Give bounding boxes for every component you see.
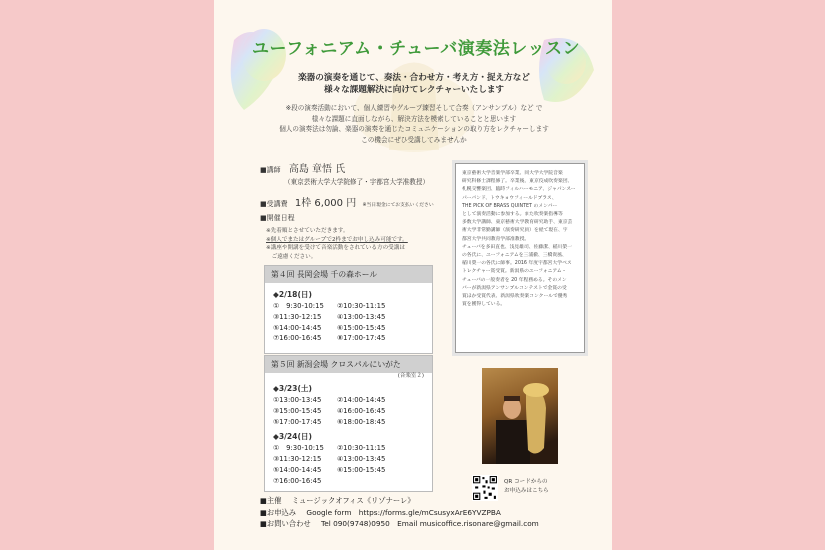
application-row bbox=[260, 507, 605, 519]
time-slot: ④13:00-13:45 bbox=[337, 455, 386, 464]
bio-line: 研究科修士課程修了。卒業後、東京佼成吹奏楽団、 bbox=[462, 179, 573, 185]
lecturer-affiliation: （東京芸術大学大学院修了・宇都宮大学准教授） bbox=[284, 178, 430, 186]
session-date: ◆3/24(日) bbox=[273, 432, 312, 442]
time-slot: ① 9:30-10:15 bbox=[273, 444, 324, 453]
fee-note: ※当日現金にてお支払いください bbox=[362, 203, 434, 208]
contact-info[interactable]: Tel 090(9748)0950 Email musicoffice.risonare@gmail.com bbox=[321, 519, 539, 528]
lead-text bbox=[244, 72, 584, 96]
time-slot: ③11:30-12:15 bbox=[273, 312, 322, 321]
footer-key: ■お申込み bbox=[260, 507, 297, 517]
intro-line: 様々な課題に直面しながら、解決方法を模索していることと思います bbox=[311, 114, 517, 123]
organizer-name: ミュージックオフィス《リゾナーレ》 bbox=[291, 496, 415, 505]
bio-line: 東京藝術大学音楽学部卒業、同大学大学院音楽 bbox=[462, 171, 563, 176]
fee-row bbox=[260, 194, 434, 209]
intro-text bbox=[239, 103, 589, 145]
time-slots bbox=[273, 301, 432, 344]
bio-line: THE PICK OF BRASS QUINTET のメンバー bbox=[462, 203, 558, 209]
schedule-notes bbox=[266, 227, 456, 261]
qr-caption bbox=[504, 478, 549, 495]
bio-line: 賞を獲得している。 bbox=[462, 302, 506, 308]
bio-line: パーバンド、トウキョウフィールドブラス、 bbox=[462, 195, 557, 201]
organizer-row bbox=[260, 495, 605, 507]
bio-line: トレクチャー賞受賞。新潟県のユーフォニアム・ bbox=[462, 269, 567, 275]
lecturer-bio bbox=[455, 163, 585, 353]
session-date: ◆3/23(土) bbox=[273, 384, 312, 393]
time-slot: ⑥18:00-18:45 bbox=[337, 417, 386, 426]
time-slot: ⑧17:00-17:45 bbox=[337, 334, 386, 343]
time-slot: ⑥15:00-15:45 bbox=[337, 465, 386, 474]
footer-info bbox=[260, 495, 605, 530]
bio-line: 賞ほか受賞代表、新潟県吹奏楽コンクールで優秀 bbox=[462, 294, 568, 300]
bio-line: 都宮大学共同教育学部准教授。 bbox=[462, 236, 530, 242]
venue-nagaoka bbox=[264, 265, 433, 354]
footer-key: ■主催 bbox=[260, 496, 282, 505]
venue-name: 第５回 新潟会場 クロスパルにいがた bbox=[265, 356, 432, 373]
lecturer-name: 高島 章悟 氏 bbox=[288, 164, 346, 175]
bio-line: 稲川榮一の各氏に師事。2016 年度宇都宮大学ベス bbox=[462, 261, 572, 267]
application-link[interactable]: Google form https://forms.gle/mCsusyxArE6YVZPBA bbox=[306, 507, 501, 517]
time-slot: ④13:00-13:45 bbox=[337, 312, 386, 321]
lead-line: 様々な課題解決に向けてレクチャーいたします bbox=[323, 85, 505, 95]
intro-line: この機会にぜひ受講してみませんか bbox=[361, 135, 467, 144]
time-slot: ②14:00-14:45 bbox=[337, 396, 386, 404]
time-slot: ①13:00-13:45 bbox=[273, 396, 322, 404]
time-slot: ②10:30-11:15 bbox=[337, 302, 386, 310]
schedule-label: ■開催日程 bbox=[260, 214, 295, 222]
bio-line: チューバの一般奏者を 20 年程務める。そのメン bbox=[462, 277, 567, 283]
note-line: ※先着順とさせていただきます。 bbox=[266, 228, 349, 234]
time-slot: ②10:30-11:15 bbox=[337, 444, 386, 453]
fee-value: 1枠 6,000 円 bbox=[294, 198, 357, 209]
note-line: ※個人でまたはグループで2枠までお申し込み可能です。 bbox=[266, 236, 408, 243]
venue-niigata bbox=[264, 355, 433, 492]
time-slot: ③11:30-12:15 bbox=[273, 455, 322, 464]
flyer-title: ユーフォニアム・チューバ演奏法レッスン bbox=[251, 39, 581, 59]
session-date: ◆2/18(日) bbox=[273, 290, 312, 299]
venue-room: (音楽室２) bbox=[397, 373, 424, 379]
qr-caption-line: QR コードからの bbox=[504, 479, 548, 485]
bio-line: 多数大学講師、東京藝術大学教育研究助手、東京芸 bbox=[462, 220, 573, 226]
fee-label: ■受講費 bbox=[260, 200, 288, 208]
bio-line: 術大学非常勤講師（演奏研究員）を経て現在、宇 bbox=[462, 228, 568, 234]
lecturer-row bbox=[260, 160, 345, 175]
time-slot: ⑤14:00-14:45 bbox=[273, 323, 322, 332]
time-slots bbox=[273, 443, 432, 486]
venue-name: 第４回 長岡会場 千の森ホール bbox=[265, 266, 432, 283]
note-line: ※講座や開講を受けて音楽活動をされている方の受講は bbox=[266, 245, 405, 251]
time-slot: ⑦16:00-16:45 bbox=[273, 334, 322, 343]
contact-row bbox=[260, 518, 605, 530]
bio-line: 札幌交響楽団、臨時フィルハーモニア、ジャパンスー bbox=[462, 187, 576, 193]
qr-caption-line: お申込みはこちら bbox=[504, 487, 549, 494]
footer-key: ■お問い合わせ bbox=[260, 519, 311, 528]
time-slot: ⑤14:00-14:45 bbox=[273, 465, 322, 474]
lecturer-label: ■講師 bbox=[260, 166, 281, 174]
time-slot: ④16:00-16:45 bbox=[337, 406, 386, 415]
flyer bbox=[214, 0, 612, 550]
lead-line: 楽器の演奏を通じて、奏法・合わせ方・考え方・捉え方など bbox=[298, 73, 530, 83]
time-slot: ③15:00-15:45 bbox=[273, 406, 322, 415]
bio-line: の各氏に、ユーフォニアムを三浦徹、三橋貴風、 bbox=[462, 253, 567, 259]
time-slot: ⑦16:00-16:45 bbox=[273, 476, 322, 485]
intro-line: ※段の演奏活動において、個人練習やグループ練習そして合奏（アンサンブル）など で bbox=[285, 104, 543, 112]
lecturer-photo bbox=[482, 368, 558, 464]
time-slot: ⑥15:00-15:45 bbox=[337, 323, 386, 332]
time-slot: ① 9:30-10:15 bbox=[273, 302, 324, 310]
note-line: ご遠慮ください。 bbox=[266, 253, 317, 260]
time-slots bbox=[273, 395, 432, 427]
bio-line: チューバを多田直也、浅見雄司、佐藤潔、稲川榮一 bbox=[462, 244, 572, 250]
bio-line: バーが新潟県アンサンブルコンテストで金賞の受 bbox=[462, 285, 567, 291]
intro-line: 個人の演奏法は勿論、楽器の演奏を通じたコミュニケーションの取り方をレクチャーします bbox=[279, 125, 549, 133]
bio-line: として演奏活動に参加する。また吹奏楽指導等 bbox=[462, 212, 563, 218]
time-slot: ⑤17:00-17:45 bbox=[273, 417, 322, 426]
